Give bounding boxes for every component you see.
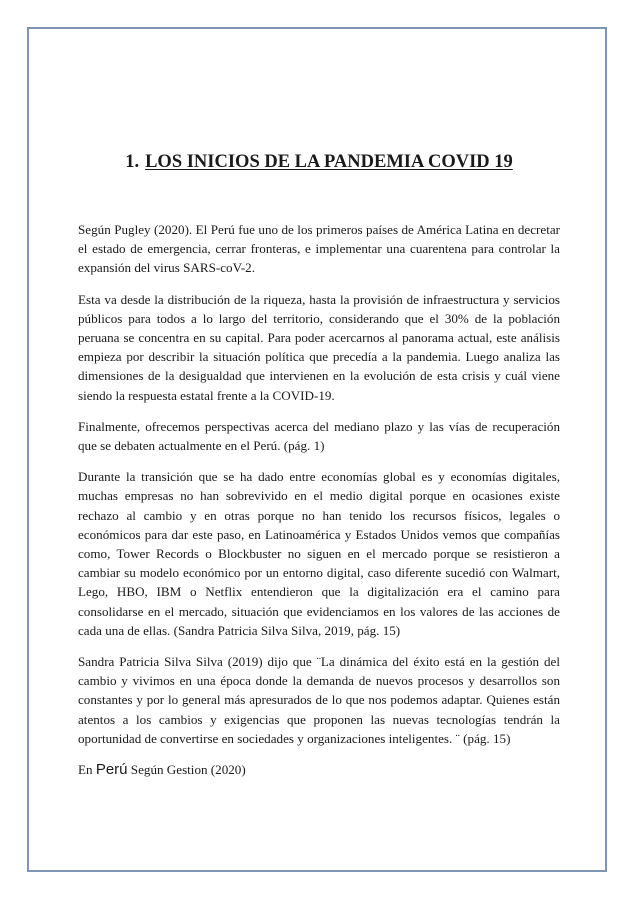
heading-title: LOS INICIOS DE LA PANDEMIA COVID 19 — [145, 152, 513, 172]
paragraph-1: Según Pugley (2020). El Perú fue uno de los primeros países de América Latina en decretar el estado de emergencia, cerrar fronteras, e implementar una cuarentena para controlar la expansión del virus SARS-coV-2. — [78, 222, 560, 276]
paragraph-3: Finalmente, ofrecemos perspectivas acerca del mediano plazo y las vías de recuperación que se debaten actualmente en el Perú. (pág. 1) — [78, 418, 560, 454]
paragraph-2: Esta va desde la distribución de la riqueza, hasta la provisión de infraestructura y servicios públicos para todos a lo largo del territorio, considerando que el 30% de la población peruana se concentra en su capital. Para poder acercarnos al panorama actual, este análisis empieza por describir la situación política que precedía a la pandemia. Luego analiza las dimensiones de la desigualdad que intervienen en la evolución de esta crisis y cuál viene siendo la respuesta estatal frente a la COVID-19. — [78, 291, 560, 403]
last-line-prefix: En — [78, 762, 93, 778]
document-body — [78, 150, 560, 791]
heading-number: 1. — [125, 152, 140, 172]
last-line-suffix: Según Gestion (2020) — [130, 762, 246, 778]
paragraph-4: Durante la transición que se ha dado entre economías global es y economías digitales, muchas empresas no han sobrevivido en el medio digital porque en ocasiones existe rechazo al cambio y en otras porque no han tenido los recursos físicos, legales o económicos para dar este paso, en Latinoamérica y Estados Unidos vemos que compañías como, Tower Records o Blockbuster no siguen en el mercado porque se resistieron a cambiar su modelo económico por un entorno digital, caso diferente sucedió con Walmart, Lego, HBO, IBM o Netflix entendieron que la digitalización era el camino para consolidarse en el mercado, situación que evidenciamos en los valores de las acciones de cada una de ellas. (Sandra Patricia Silva Silva, 2019, pág. 15) — [78, 469, 560, 638]
paragraph-5: Sandra Patricia Silva Silva (2019) dijo que ¨La dinámica del éxito está en la gestión del cambio y vivimos en una época donde la demanda de nuevos procesos y desarrollos son constantes y por lo general más apresurados de lo que nos podemos adaptar. Quienes están atentos a los cambios y exigencias que proponen las nuevas tecnologías tendrán la oportunidad de convertirse en sociedades y organizaciones inteligentes. ¨ (pág. 15) — [78, 654, 560, 746]
last-line-highlight: Perú — [95, 761, 128, 779]
paragraph-6 — [78, 760, 560, 779]
section-heading — [78, 150, 560, 174]
